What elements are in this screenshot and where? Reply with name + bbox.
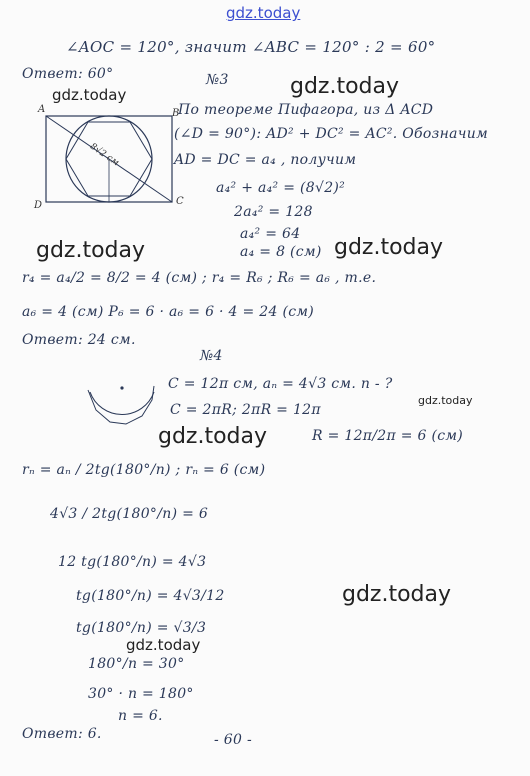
- watermark: gdz.today: [334, 235, 444, 260]
- task3-text: AD = DC = a₄ , получим: [174, 152, 357, 168]
- prev-answer: Ответ: 60°: [22, 66, 114, 82]
- watermark: gdz.today: [290, 74, 400, 99]
- task-number: №4: [200, 348, 223, 364]
- task3-equation: 2a₄² = 128: [234, 204, 313, 220]
- task3-equation: a₄² + a₄² = (8√2)²: [216, 180, 346, 196]
- task3-equation: a₄² = 64: [240, 226, 301, 242]
- diagonal-label: 8√2 см: [87, 141, 121, 169]
- watermark: gdz.today: [126, 636, 201, 654]
- watermark: gdz.today: [418, 394, 473, 407]
- task3-text: (∠D = 90°): AD² + DC² = AC². Обозначим: [174, 126, 488, 142]
- vertex-label-d: D: [34, 200, 43, 211]
- task4-line: R = 12π/2π = 6 (см): [312, 428, 464, 444]
- watermark: gdz.today: [52, 86, 127, 104]
- task4-answer: Ответ: 6.: [22, 726, 102, 742]
- task4-line: C = 2πR; 2πR = 12π: [170, 402, 321, 418]
- watermark: gdz.today: [158, 424, 268, 449]
- vertex-label-a: A: [38, 104, 46, 115]
- watermark: gdz.today: [342, 582, 452, 607]
- polygon-circle-figure: [82, 378, 162, 448]
- prev-solution-line: ∠AOC = 120°, значит ∠ABC = 120° : 2 = 60°: [66, 38, 436, 56]
- task-number: №3: [206, 72, 229, 88]
- task3-answer: Ответ: 24 см.: [22, 332, 136, 348]
- task3-text: По теореме Пифагора, из Δ ACD: [178, 102, 434, 118]
- task4-line: 4√3 / 2tg(180°/n) = 6: [50, 506, 209, 522]
- task3-line: a₆ = 4 (см) P₆ = 6 · a₆ = 6 · 4 = 24 (см): [22, 304, 315, 320]
- vertex-label-c: C: [176, 196, 184, 207]
- task4-line: 12 tg(180°/n) = 4√3: [58, 554, 207, 570]
- task4-line: tg(180°/n) = √3/3: [76, 620, 207, 636]
- page-number: - 60 -: [214, 732, 252, 748]
- task3-line: r₄ = a₄/2 = 8/2 = 4 (см) ; r₄ = R₆ ; R₆ = a₆ , т.е.: [22, 270, 377, 286]
- watermark-top[interactable]: gdz.today: [226, 4, 301, 22]
- task4-line: n = 6.: [118, 708, 163, 724]
- vertex-label-b: B: [172, 108, 180, 119]
- task4-line: 180°/n = 30°: [88, 656, 185, 672]
- task4-line: tg(180°/n) = 4√3/12: [76, 588, 225, 604]
- watermark: gdz.today: [36, 238, 146, 263]
- task4-line: rₙ = aₙ / 2tg(180°/n) ; rₙ = 6 (см): [22, 462, 266, 478]
- task4-given: C = 12π см, aₙ = 4√3 см. n - ?: [168, 376, 393, 392]
- task4-line: 30° · n = 180°: [88, 686, 194, 702]
- task3-equation: a₄ = 8 (см): [240, 244, 322, 260]
